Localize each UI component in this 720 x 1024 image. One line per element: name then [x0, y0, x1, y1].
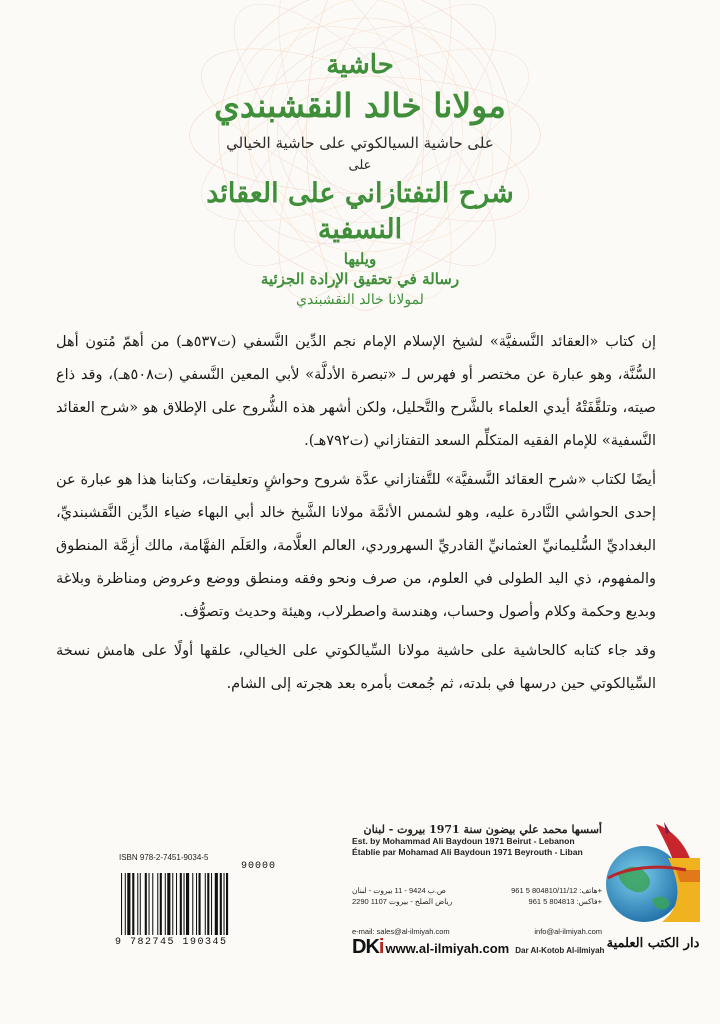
barcode-bar	[176, 873, 177, 935]
contact-row	[352, 885, 602, 896]
description-paragraph: إن كتاب «العقائد النَّسفيَّة» لشيخ الإسلام الإمام نجم الدِّين النَّسفي (ت٥٣٧هـ) من أهمّ مُتون أهل السُّنَّة، وهو عبارة عن مختصر أو فهرس لـ «تبصرة الأدلَّة» لأبي المعين النَّسفي (ت٥٠٨هـ)، وقد ذاع صيته، وتلقَّفَتْهُ أيدي العلماء بالشَّرح والتَّحليل، ولكن أشهر هذه الشُّروح على الإطلاق هو «شرح العقائد النَّسفية» للإمام الفقيه المتكلِّم السعد التفتازاني (ت٧٩٢هـ).	[56, 334, 657, 449]
barcode-bar	[192, 873, 193, 935]
barcode-bar	[149, 873, 150, 935]
title-hashiya: حاشية	[326, 50, 394, 80]
description-paragraph: وقد جاء كتابه كالحاشية على حاشية مولانا السِّيالكوتي على الخيالي، علقها أولًا على هامش نسخة السِّيالكوتي حين درسها في بلدته، ثم جُمعت بأمره بعد هجرته إلى الشام.	[56, 643, 656, 692]
brand-arabic: دار الكتب العلمية	[606, 936, 700, 951]
barcode-bar	[224, 873, 225, 935]
barcode-bar	[157, 873, 158, 935]
barcode-bar	[211, 873, 212, 935]
barcode-bar	[184, 873, 185, 935]
barcode-bar	[226, 873, 228, 935]
subtitle-risala: رسالة في تحقيق الإرادة الجزئية	[260, 270, 460, 288]
dki-logo-text: DKi	[352, 936, 384, 958]
description-text	[56, 326, 656, 707]
contact-fax: فاكس: 804813 5 961+	[528, 897, 602, 906]
subtitle-on-hashiya: على حاشية السيالكوتي على حاشية الخيالي	[226, 134, 494, 152]
publisher-french-line: Établie par Mohamad Ali Baydoun 1971 Beyrouth - Liban	[352, 847, 583, 857]
publisher-contact	[352, 885, 602, 907]
isbn-label: ISBN 978-2-7451-9034-5	[119, 853, 209, 862]
barcode-bar	[132, 873, 134, 935]
publisher-info	[352, 823, 602, 858]
footer	[0, 810, 720, 1024]
contact-phone: هاتف: 804810/11/12 5 961+	[511, 886, 602, 895]
title-block	[160, 48, 560, 310]
contact-address: ص.ب 9424 - 11 بيروت - لبنان	[352, 886, 446, 895]
email-sales[interactable]: e-mail: sales@al-ilmiyah.com	[352, 927, 450, 936]
barcode-bar	[137, 873, 138, 935]
contact-address-2: رياض الصلح - بيروت 1107 2290	[352, 897, 453, 906]
barcode-bar	[180, 873, 182, 935]
price-code: 90000	[240, 861, 276, 872]
subtitle-wa-yaliha: ويليها	[343, 250, 377, 268]
barcode-bar	[152, 873, 153, 935]
title-author: مولانا خالد النقشبندي	[214, 86, 506, 125]
barcode	[115, 853, 280, 951]
barcode-bar	[172, 873, 173, 935]
website-link[interactable]: www.al-ilmiyah.com	[385, 941, 510, 956]
contact-row	[352, 896, 602, 907]
barcode-bar	[125, 873, 126, 935]
email-row	[352, 927, 602, 936]
barcode-bar	[167, 873, 170, 935]
subtitle-ala: على	[348, 158, 372, 173]
title-sharh: شرح التفتازاني على العقائد النسفية	[206, 178, 514, 245]
subtitle-risala-author: لمولانا خالد النقشبندي	[296, 292, 424, 308]
email-info[interactable]: info@al-ilmiyah.com	[534, 927, 602, 936]
barcode-bar	[127, 873, 130, 935]
barcode-bar	[121, 873, 122, 935]
barcode-bars	[119, 873, 269, 935]
barcode-bar	[199, 873, 201, 935]
barcode-bar	[160, 873, 162, 935]
barcode-bar	[215, 873, 218, 935]
barcode-bar	[140, 873, 141, 935]
publisher-english-line: Est. by Mohammad Ali Baydoun 1971 Beirut - Lebanon	[352, 836, 575, 846]
publisher-globe-logo-icon	[596, 818, 706, 936]
barcode-bar	[165, 873, 166, 935]
brand-english: Dar Al-Kotob Al-ilmiyah	[515, 946, 605, 955]
barcode-bar	[196, 873, 197, 935]
description-paragraph: أيضًا لكتاب «شرح العقائد النَّسفيَّة» للتَّفتازاني عدَّة شروح وحواشٍ وتعليقات، وكتابنا هذا هو عبارة عن إحدى الحواشي النَّادرة عليه، وهو لشمس الأئمَّة مولانا الشَّيخ خالد أبي البهاء ضياء الدِّين النَّقشبنديِّ، البغداديِّ السُّليمانيِّ العثمانيِّ القادريِّ السهروردي، العالم العلَّامة، والعَلَم الفهَّامة، مالك أزِمَّة المنطوق والمفهوم، ذي اليد الطولى في العلوم، من صرف ونحو وفقه ومنطق ووضع وعروض ومناظرة وبلاغة وبديع وحكمة وكلام وأصول وحساب، وهندسة واصطرلاب، وهيئة وحديث وتصوُّف.	[56, 472, 656, 620]
barcode-bar	[220, 873, 222, 935]
barcode-bar	[186, 873, 189, 935]
publisher-arabic-line: أسسها محمد علي بيضون سنة 1971 بيروت - لبنان	[363, 823, 602, 836]
barcode-bar	[207, 873, 209, 935]
barcode-bar	[205, 873, 206, 935]
isbn-digits: 9 782745 190345	[115, 937, 228, 948]
barcode-bar	[145, 873, 147, 935]
